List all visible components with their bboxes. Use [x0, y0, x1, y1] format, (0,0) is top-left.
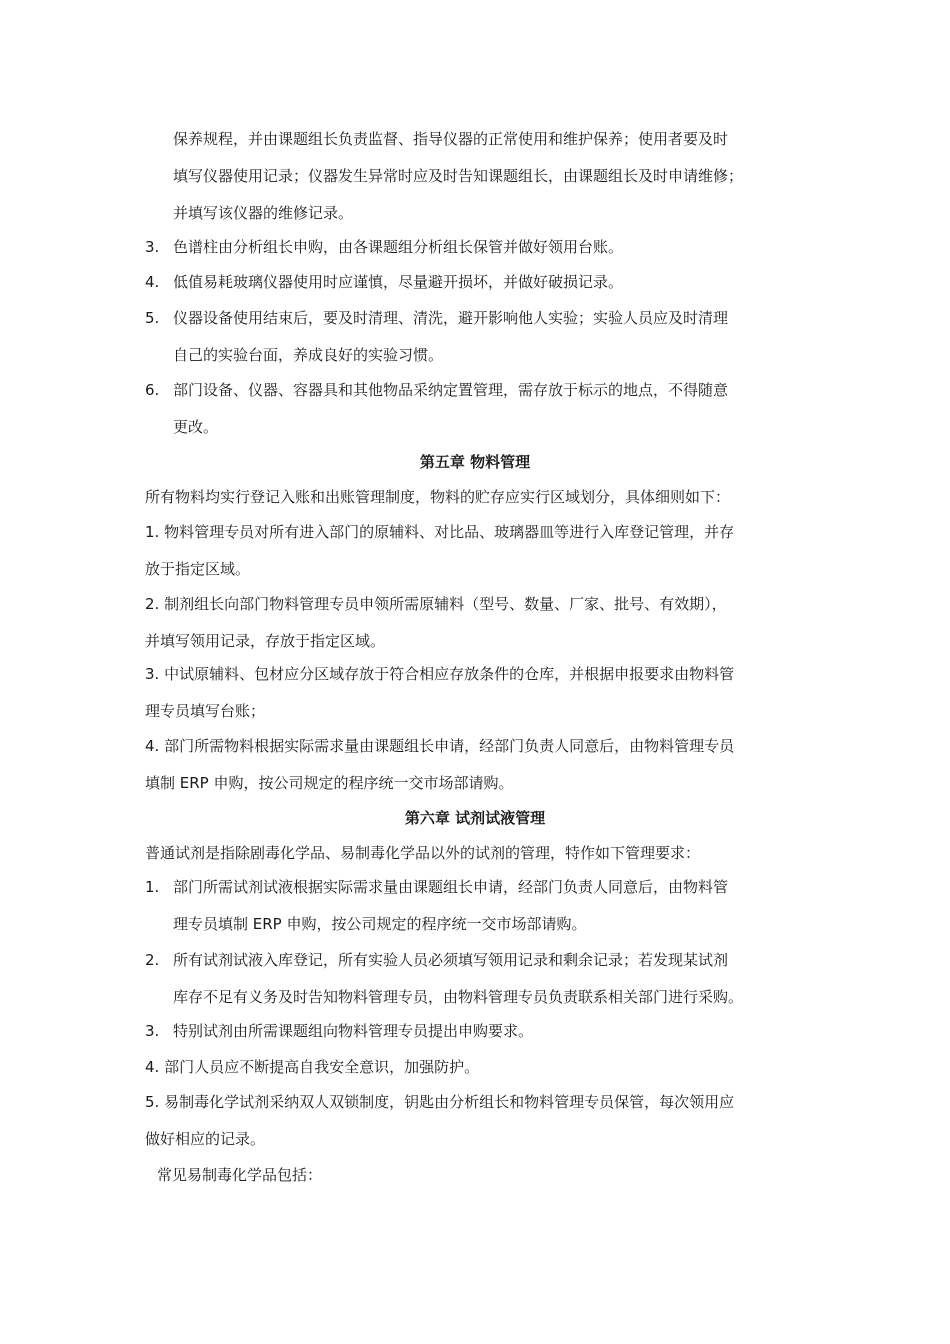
list-item-number: 3. — [145, 238, 160, 256]
chapter-6-item-5-line-1: 5. 易制毒化学试剂采纳双人双锁制度，钥匙由分析组长和物料管理专员保管，每次领用应 — [145, 1093, 735, 1111]
list-item-text: 理专员填制 ERP 申购，按公司规定的程序统一交市场部请购。 — [173, 915, 587, 933]
list-item-number: 2. — [145, 951, 160, 969]
list-item-text: 特别试剂由所需课题组向物料管理专员提出申购要求。 — [173, 1022, 534, 1040]
list-item-text: 仪器设备使用结束后，要及时清理、清洗，避开影响他人实验；实验人员应及时清理 — [173, 309, 729, 327]
list-item-number: 4. — [145, 273, 160, 291]
paragraph-line: 1. 物料管理专员对所有进入部门的原辅料、对比品、玻璃器皿等进行入库登记管理，并存 — [145, 523, 735, 541]
item2-cont-line-1: 保养规程，并由课题组长负责监督、指导仪器的正常使用和维护保养；使用者要及时 — [173, 130, 729, 148]
list-item-text: 部门设备、仪器、容器具和其他物品采纳定置管理，需存放于标示的地点，不得随意 — [173, 381, 729, 399]
paragraph-line: 填制 ERP 申购，按公司规定的程序统一交市场部请购。 — [145, 774, 514, 792]
paragraph-line: 3. 中试原辅料、包材应分区域存放于符合相应存放条件的仓库，并根据申报要求由物料管 — [145, 665, 735, 683]
chapter-5-intro: 所有物料均实行登记入账和出账管理制度，物料的贮存应实行区域划分，具体细则如下： — [145, 488, 731, 506]
list-item-number: 5. — [145, 309, 160, 327]
list-item-number: 1. — [145, 878, 160, 896]
paragraph-line: 4. 部门所需物料根据实际需求量由课题组长申请，经部门负责人同意后，由物料管理专员 — [145, 737, 735, 755]
paragraph-line: 放于指定区域。 — [145, 560, 251, 578]
paragraph-line: 理专员填写台账； — [145, 702, 266, 720]
chapter-6-item-5-line-2: 做好相应的记录。 — [145, 1130, 266, 1148]
list-item-text: 所有试剂试液入库登记，所有实验人员必须填写领用记录和剩余记录；若发现某试剂 — [173, 951, 729, 969]
item2-cont-line-3: 并填写该仪器的维修记录。 — [173, 204, 354, 222]
chapter-6-title: 第六章 试剂试液管理 — [404, 809, 546, 827]
list-item-text: 色谱柱由分析组长申购，由各课题组分析组长保管并做好领用台账。 — [173, 238, 624, 256]
paragraph-line: 2. 制剂组长向部门物料管理专员申领所需原辅料（型号、数量、厂家、批号、有效期）， — [145, 595, 727, 613]
chapter-6-intro: 普通试剂是指除剧毒化学品、易制毒化学品以外的试剂的管理，特作如下管理要求： — [145, 844, 701, 862]
list-item-text: 自己的实验台面，养成良好的实验习惯。 — [173, 346, 444, 364]
list-item-text: 库存不足有义务及时告知物料管理专员，由物料管理专员负责联系相关部门进行采购。 — [173, 988, 744, 1006]
list-item-text: 部门所需试剂试液根据实际需求量由课题组长申请，经部门负责人同意后，由物料管 — [173, 878, 729, 896]
item2-cont-line-2: 填写仪器使用记录；仪器发生异常时应及时告知课题组长，由课题组长及时申请维修； — [173, 167, 744, 185]
paragraph-line: 并填写领用记录，存放于指定区域。 — [145, 632, 386, 650]
list-item-number: 3. — [145, 1022, 160, 1040]
list-item-text: 低值易耗玻璃仪器使用时应谨慎，尽量避开损坏，并做好破损记录。 — [173, 273, 624, 291]
chapter-5-title: 第五章 物料管理 — [419, 453, 531, 471]
common-chemicals-label: 常见易制毒化学品包括： — [157, 1166, 323, 1184]
list-item-number: 6. — [145, 381, 160, 399]
chapter-6-item-4: 4. 部门人员应不断提高自我安全意识，加强防护。 — [145, 1058, 480, 1076]
list-item-text: 更改。 — [173, 418, 219, 436]
